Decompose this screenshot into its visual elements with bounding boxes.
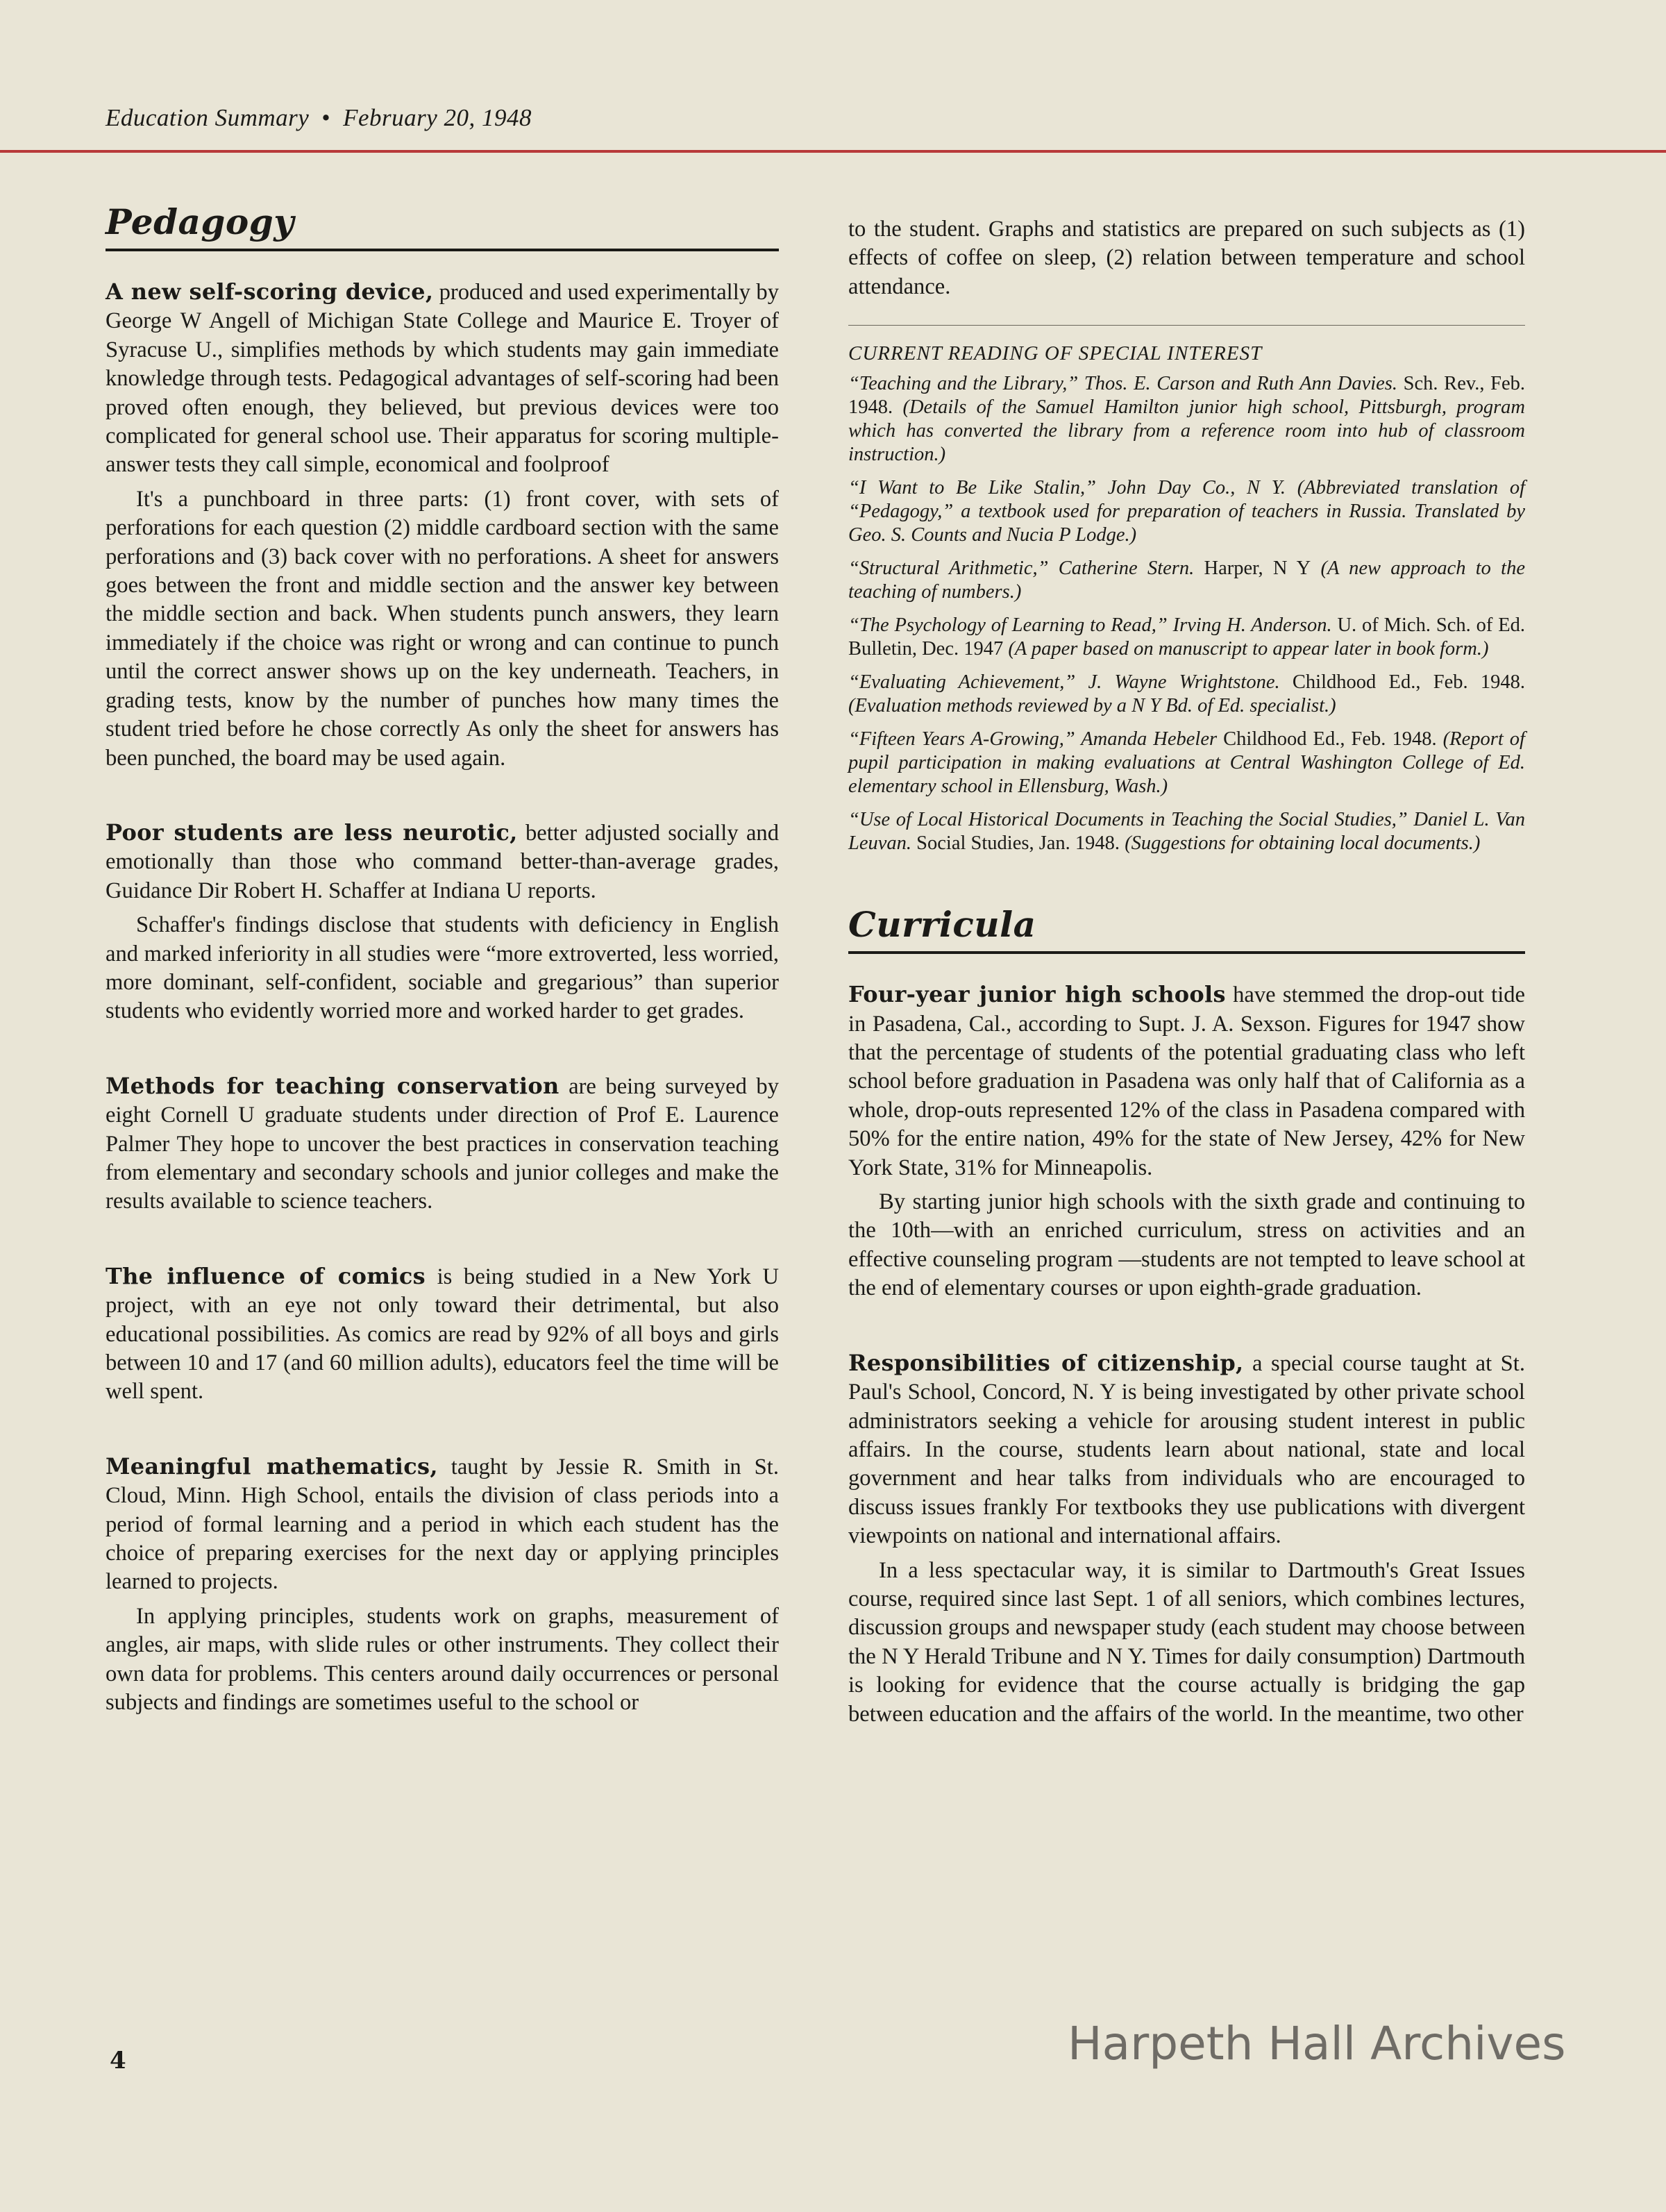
issue-date: February 20, 1948 [343,104,532,131]
article-self-scoring-device [106,278,779,773]
publication-name: Education Summary [106,104,310,131]
article-lead: Responsibilities of citizenship, [848,1349,1244,1376]
article-paragraph: By starting junior high schools with the sixth grade and continuing to the 10th—with an enriched curriculum, stress on activities and an effective counseling program —students are not tempted to leave school at the end of elementary courses or upon eighth-grade graduation. [848,1189,1525,1301]
archive-watermark: Harpeth Hall Archives [1068,2017,1566,2070]
article-paragraph [106,278,779,480]
article-lead: Meaningful mathematics, [106,1452,438,1480]
article-comics [106,1262,779,1407]
article-text: is being studied in a New York U project, with an eye not only toward their detrimental, but also educational possibilities. As comics are read by 92% of all boys and girls between 10 and 17 (and 60 million adults), educators feel the time will be well spent. [106,1264,779,1405]
article-paragraph [106,1452,779,1597]
article-paragraph [106,1072,779,1216]
reading-note: (A new approach to the teaching of numbers.) [848,558,1525,603]
reading-title: “Structural Arithmetic,” Catherine Stern. [848,558,1195,580]
article-paragraph: Schaffer's findings disclose that students with deficiency in English and marked inferiority in all studies were “more extroverted, less worried, more dominant, self-confident, sociable and gregarious” than superior students who evidently worried more and worked harder to get grades. [106,912,779,1024]
section-title-pedagogy: Pedagogy [106,201,294,242]
left-column [106,201,779,1763]
reading-source: Harper, N Y [1194,558,1311,580]
reading-note: (Suggestions for obtaining local documents.) [1120,832,1481,855]
reading-title: “Evaluating Achievement,” J. Wayne Wrightstone. [848,671,1280,694]
reading-source: U. of Mich. Sch. of Ed. Bulletin, Dec. 1947 [848,614,1525,660]
reading-note: (A paper based on manuscript to appear later in book form.) [1003,638,1489,660]
reading-item [848,557,1525,604]
article-paragraph: In applying principles, students work on graphs, measurement of angles, air maps, with slide rules or other instruments. They collect their own data for problems. This centers around daily occurrences or personal subjects and findings are sometimes useful to the school or [106,1603,779,1716]
article-text: have stemmed the drop-out tide in Pasadena, Cal., according to Supt. J. A. Sexson. Figures for 1947 show that the percentage of students of the potential graduating class who left school before graduation in Pasadena was only half that of California as a whole, drop-outs represented 12% of the class in Pasadena compared with 50% for the entire nation, 49% for the state of New Jersey, 42% for New York State, 31% for Minneapolis. [848,982,1526,1180]
current-reading-heading: CURRENT READING OF SPECIAL INTEREST [848,325,1525,365]
header-rule [0,150,1666,153]
article-lead: Poor students are less neurotic, [106,819,518,846]
article-paragraph: It's a punchboard in three parts: (1) front cover, with sets of perforations for each question (2) middle cardboard section with the same perforations and (3) back cover with no perforations. A sheet for answers goes between the front and middle section and the answer key between the middle section and back. When students punch answers, they learn immediately if the choice was right or wrong and can continue to punch until the correct answer shows up on the key underneath. Teachers, in grading tests, know by the number of punches how many times the student tried before he chose correctly As only the sheet for answers has been punched, the board may be used again. [106,486,779,771]
current-reading-box [848,325,1525,855]
article-lead: A new self-scoring device, [106,278,434,305]
article-poor-students [106,819,779,1026]
article-paragraph [848,1349,1525,1551]
header-bullet: • [321,104,331,131]
reading-source: Social Studies, Jan. 1948. [911,832,1120,855]
reading-title: “Teaching and the Library,” Thos. E. Carson and Ruth Ann Davies. [848,373,1398,395]
reading-note: (Evaluation methods reviewed by a N Y Bd. of Ed. specialist.) [848,695,1336,717]
reading-source: Childhood Ed., Feb. 1948. [1217,728,1437,751]
reading-item [848,808,1525,855]
reading-note: (Abbreviated translation of “Pedagogy,” a textbook used for preparation of teachers in Russia. Translated by Geo. S. Counts and Nucia P Lodge.) [848,477,1526,546]
reading-item [848,614,1525,661]
reading-source: Sch. Rev., Feb. 1948. [848,373,1526,419]
article-paragraph [106,1262,779,1407]
article-paragraph [106,819,779,905]
article-conservation [106,1072,779,1216]
right-column [848,201,1525,1775]
article-lead: The influence of comics [106,1262,426,1289]
article-text: taught by Jessie R. Smith in St. Cloud, Minn. High School, entails the division of class periods into a period of formal learning and a period in which each student has the choice of preparing exercises for the next day or applying principles learned to projects. [106,1454,779,1595]
page-number: 4 [110,2047,126,2075]
section-rule [106,249,779,251]
article-paragraph: In a less spectacular way, it is similar to Dartmouth's Great Issues course, required since last Sept. 1 of all seniors, which combines lectures, discussion groups and newspaper study (each student may choose between the N Y Herald Tribune and N Y. Times for daily consumption) Dartmouth is looking for evidence that the course actually is bridging the gap between education and the affairs of the world. In the meantime, two other [848,1557,1525,1727]
article-text: a special course taught at St. Paul's School, Concord, N. Y is being investigated by other private school administrators seeking a vehicle for arousing student interest in public affairs. In the course, students learn about national, state and local government and hear talks from individuals who are encouraged to discuss issues frankly For textbooks they use publications with divergent viewpoints on national and international affairs. [848,1350,1525,1549]
article-text: produced and used experimentally by George W Angell of Michigan State College and Maurice E. Troyer of Syracuse U., simplifies methods by which students may gain immediate knowledge through tests. Pedagogical advantages of self-scoring had been proved often enough, they believed, but previous devices were too complicated for general school use. Their apparatus for scoring multiple-answer tests they call simple, economical and foolproof [106,280,779,478]
reading-title: “I Want to Be Like Stalin,” John Day Co., N Y. [848,477,1286,499]
reading-source: Childhood Ed., Feb. 1948. [1279,671,1525,694]
reading-title: “Fifteen Years A-Growing,” Amanda Hebeler [848,728,1218,751]
reading-item [848,372,1525,467]
reading-title: “The Psychology of Learning to Read,” Irving H. Anderson. [848,614,1332,637]
article-mathematics [106,1452,779,1718]
article-text: are being surveyed by eight Cornell U graduate students under direction of Prof E. Laurence Palmer They hope to uncover the best practices in conservation teaching from elementary and secondary schools and junior colleges and make the results available to science teachers. [106,1073,780,1214]
article-junior-high [848,980,1525,1302]
article-citizenship [848,1349,1525,1729]
section-rule [848,951,1525,954]
article-paragraph [848,980,1525,1182]
section-title-curricula: Curricula [848,904,1036,946]
reading-item [848,728,1525,798]
reading-note: (Report of pupil participation in making evaluations at Central Washington College of Ed. elementary school in Ellensburg, Wash.) [848,728,1525,798]
article-lead: Methods for teaching conservation [106,1072,559,1099]
running-head [106,104,532,132]
reading-title: “Use of Local Historical Documents in Teaching the Social Studies,” Daniel L. Van Leuvan. [848,809,1525,855]
continued-paragraph: to the student. Graphs and statistics are prepared on such subjects as (1) effects of coffee on sleep, (2) relation between temperature and school attendance. [848,217,1525,299]
article-text: better adjusted socially and emotionally than those who command better-than-average grades, Guidance Dir Robert H. Schaffer at Indiana U reports. [106,820,779,903]
article-lead: Four-year junior high schools [848,981,1226,1008]
reading-item [848,671,1525,718]
reading-note: (Details of the Samuel Hamilton junior high school, Pittsburgh, program which has converted the library from a reference room into hub of classroom instruction.) [848,396,1525,466]
reading-item [848,476,1525,547]
